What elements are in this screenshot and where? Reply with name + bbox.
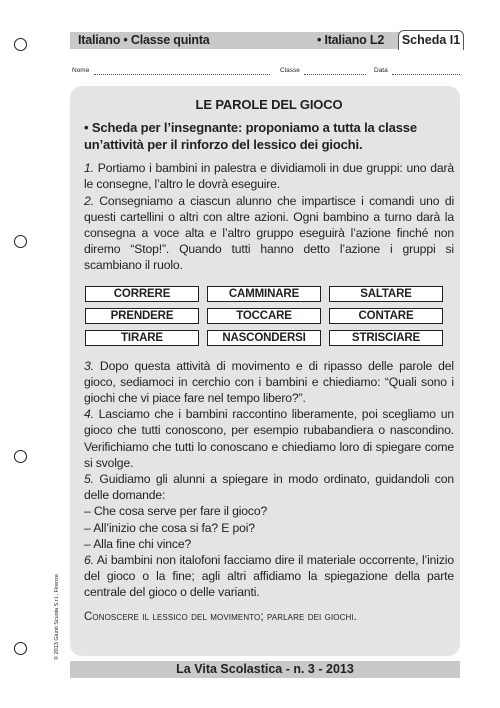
step-4: 4. Lasciamo che i bambini raccontino liberamente, poi scegliamo un gioco che tutti conoscono, per esempio rubabandiera o nascondino. Verifichiamo che tutti lo conoscano e chiediamo loro di spiegare come si svolge. [84,407,454,470]
word-card: TOCCARE [207,308,321,324]
step-2: 2. Consegniamo a ciascun alunno che impartisce i comandi uno di questi cartellini o altri con altre azioni. Ogni bambino a turno darà la consegna a voce alta e l’altro gruppo eseguirà l’azione finché non diremo “Stop!”. Quando tutti hanno detto l’azione i gruppi si scambiano il ruolo. [84,193,454,273]
step-1: 1. Portiamo i bambini in palestra e dividiamoli in due gruppi: uno darà le consegne, l’altro le dovrà eseguire. [84,161,454,192]
question-2: – All’inizio che cosa si fa? E poi? [84,520,255,535]
copyright-note: © 2013 Giunti Scuola S.r.l., Firenze [54,574,60,660]
question-1: – Che cosa serve per fare il gioco? [84,504,268,519]
classe-line [304,74,366,75]
question-3: – Alla fine chi vince? [84,536,192,551]
step-3: 3. Dopo questa attività di movimento e di ripasso delle parole del gioco, sediamoci in cerchio con i bambini e chiediamo: “Quali sono i giochi che vi piace fare nel tempo libero?”. [84,358,454,406]
word-card: NASCONDERSI [207,330,321,346]
worksheet-content [84,90,454,625]
word-card: CONTARE [329,308,443,324]
word-card: CAMMINARE [207,286,321,302]
step-5: 5. Guidiamo gli alunni a spiegare in modo ordinato, guidandoli con delle domande: [84,472,454,503]
classe-label: Classe [280,67,300,74]
binder-hole-3 [14,450,27,463]
word-card: SALTARE [329,286,443,302]
word-card: CORRERE [85,286,199,302]
binder-hole-2 [14,235,27,248]
scheda-tab: Scheda I1 [398,30,464,50]
page-title: LE PAROLE DEL GIOCO [195,97,343,112]
teacher-intro: • Scheda per l’insegnante: proponiamo a tutta la classe un’attività per il rinforzo del lessico dei giochi. [84,120,417,152]
data-line [392,74,460,75]
nome-label: Nome [72,67,90,74]
learning-objective: Conoscere il lessico del movimento; parlare dei giochi. [84,610,357,623]
binder-hole-4 [14,642,27,655]
word-card: PRENDERE [85,308,199,324]
student-fields [70,67,462,81]
binder-hole-1 [14,38,27,51]
word-card: STRISCIARE [329,330,443,346]
magazine-footer: La Vita Scolastica - n. 3 - 2013 [70,661,460,678]
nome-line [94,74,270,75]
word-cards [85,286,454,346]
header-l2: • Italiano L2 [317,33,385,47]
word-card: TIRARE [85,330,199,346]
header-subject: Italiano • Classe quinta [78,33,210,47]
data-label: Data [374,67,388,74]
step-6: 6. Ai bambini non italofoni facciamo dire il materiale occorrente, l’inizio del gioco o la fine; agli altri affidiamo la spiegazione della parte centrale del gioco o delle varianti. [84,553,454,600]
